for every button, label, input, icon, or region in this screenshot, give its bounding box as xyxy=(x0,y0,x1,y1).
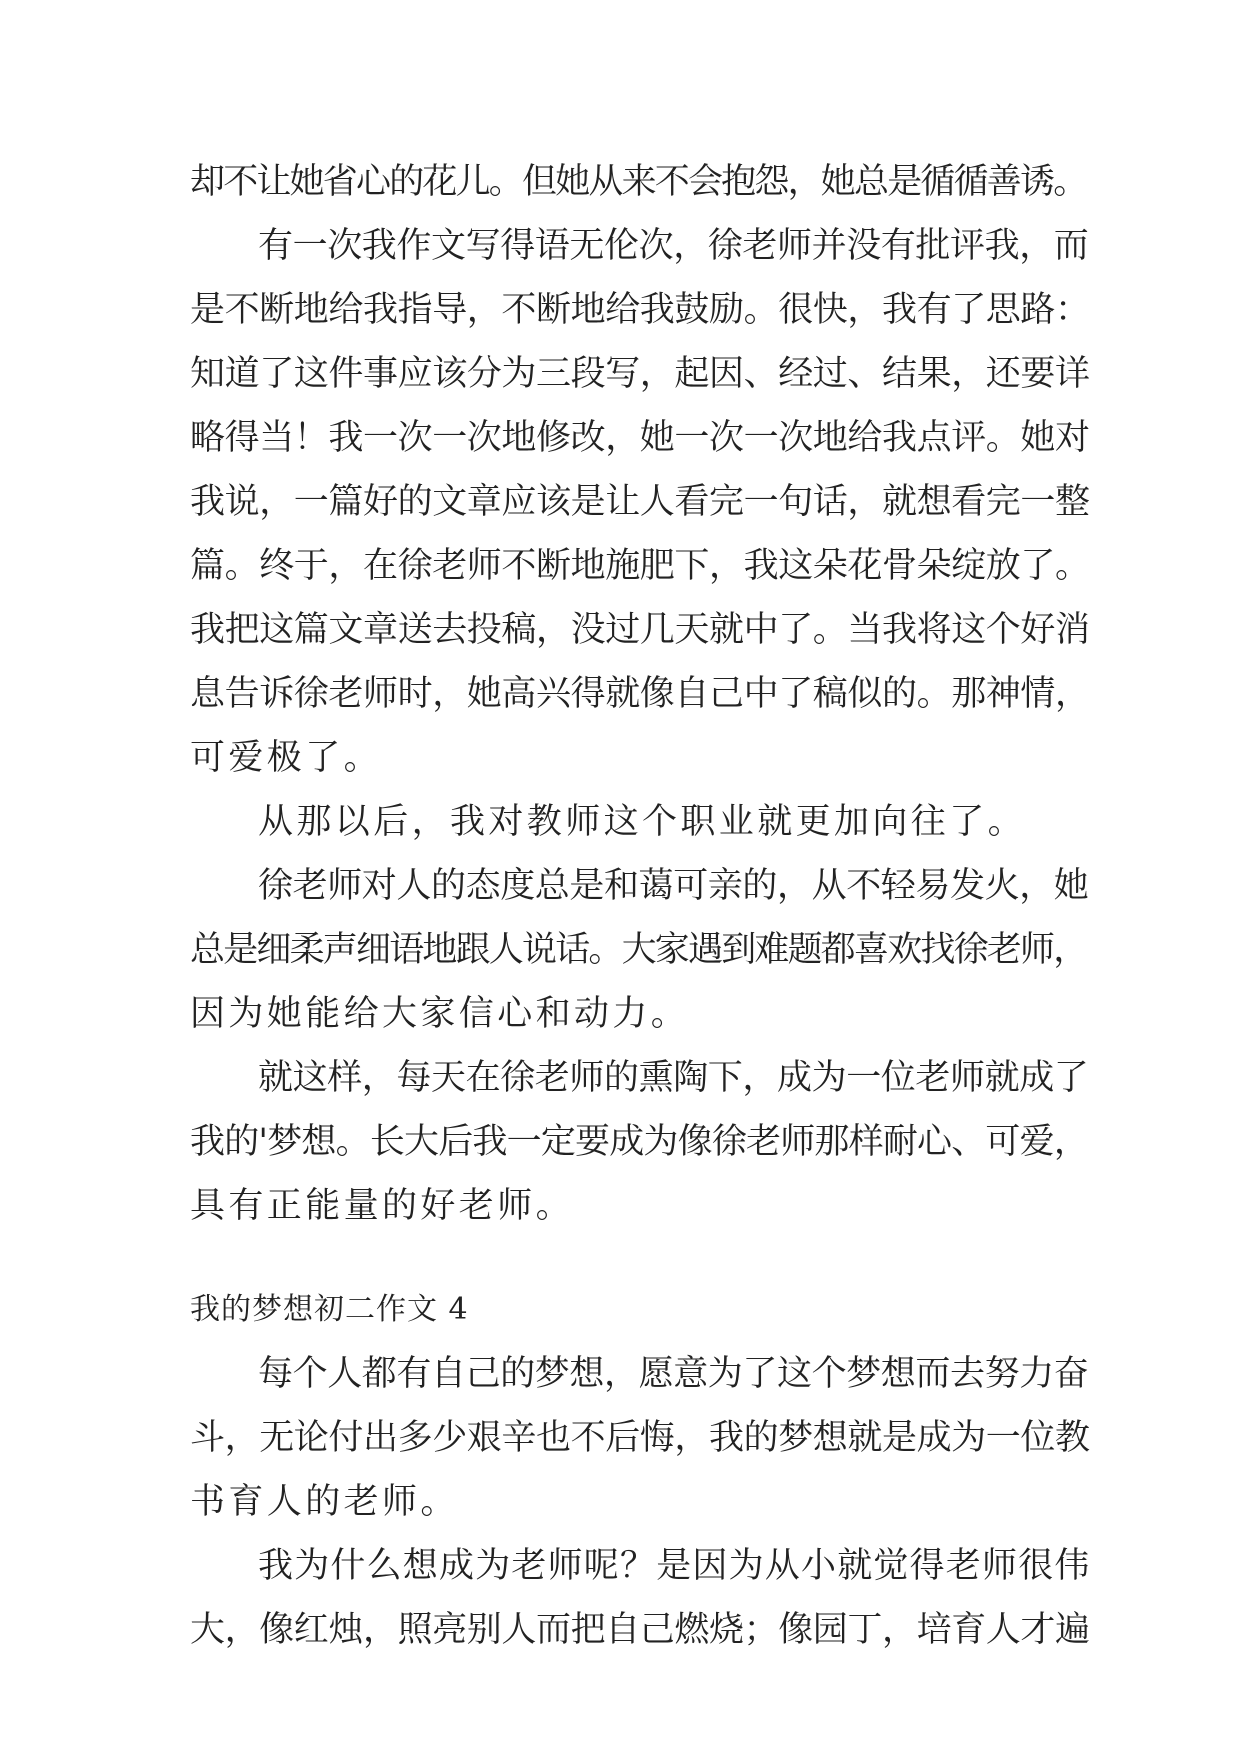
text-line: 就这样，每天在徐老师的熏陶下，成为一位老师就成了 xyxy=(258,1058,1089,1098)
text-line: 具有正能量的好老师。 xyxy=(190,1186,575,1226)
text-line: 从那以后，我对教师这个职业就更加向往了。 xyxy=(258,802,1027,842)
text-line: 书育人的老师。 xyxy=(190,1482,459,1522)
text-line: 却不让她省心的花儿。但她从来不会抱怨，她总是循循善诱。 xyxy=(190,162,1087,202)
text-line: 篇。终于，在徐老师不断地施肥下，我这朵花骨朵绽放了。 xyxy=(190,546,1090,586)
text-line: 我说，一篇好的文章应该是让人看完一句话，就想看完一整 xyxy=(190,482,1090,522)
text-line: 我把这篇文章送去投稿，没过几天就中了。当我将这个好消 xyxy=(190,610,1090,650)
text-line: 略得当！我一次一次地修改，她一次一次地给我点评。她对 xyxy=(190,418,1090,458)
text-line: 我的'梦想。长大后我一定要成为像徐老师那样耐心、可爱， xyxy=(190,1122,1089,1162)
text-line: 斗，无论付出多少艰辛也不后悔，我的梦想就是成为一位教 xyxy=(190,1418,1090,1458)
section-heading: 我的梦想初二作文 4 xyxy=(190,1292,469,1327)
text-line: 总是细柔声细语地跟人说话。大家遇到难题都喜欢找徐老师， xyxy=(190,930,1087,970)
text-line: 息告诉徐老师时，她高兴得就像自己中了稿似的。那神情， xyxy=(190,674,1090,714)
text-line: 因为她能给大家信心和动力。 xyxy=(190,994,690,1034)
text-line: 可爱极了。 xyxy=(190,738,383,778)
text-line: 知道了这件事应该分为三段写，起因、经过、结果，还要详 xyxy=(190,354,1090,394)
text-line: 徐老师对人的态度总是和蔼可亲的，从不轻易发火，她 xyxy=(258,866,1089,906)
text-line: 我为什么想成为老师呢？是因为从小就觉得老师很伟 xyxy=(258,1546,1091,1586)
text-line: 是不断地给我指导，不断地给我鼓励。很快，我有了思路： xyxy=(190,290,1090,330)
text-line: 大，像红烛，照亮别人而把自己燃烧；像园丁，培育人才遍 xyxy=(190,1610,1090,1650)
text-line: 有一次我作文写得语无伦次，徐老师并没有批评我，而 xyxy=(258,226,1089,266)
text-line: 每个人都有自己的梦想，愿意为了这个梦想而去努力奋 xyxy=(258,1354,1089,1394)
